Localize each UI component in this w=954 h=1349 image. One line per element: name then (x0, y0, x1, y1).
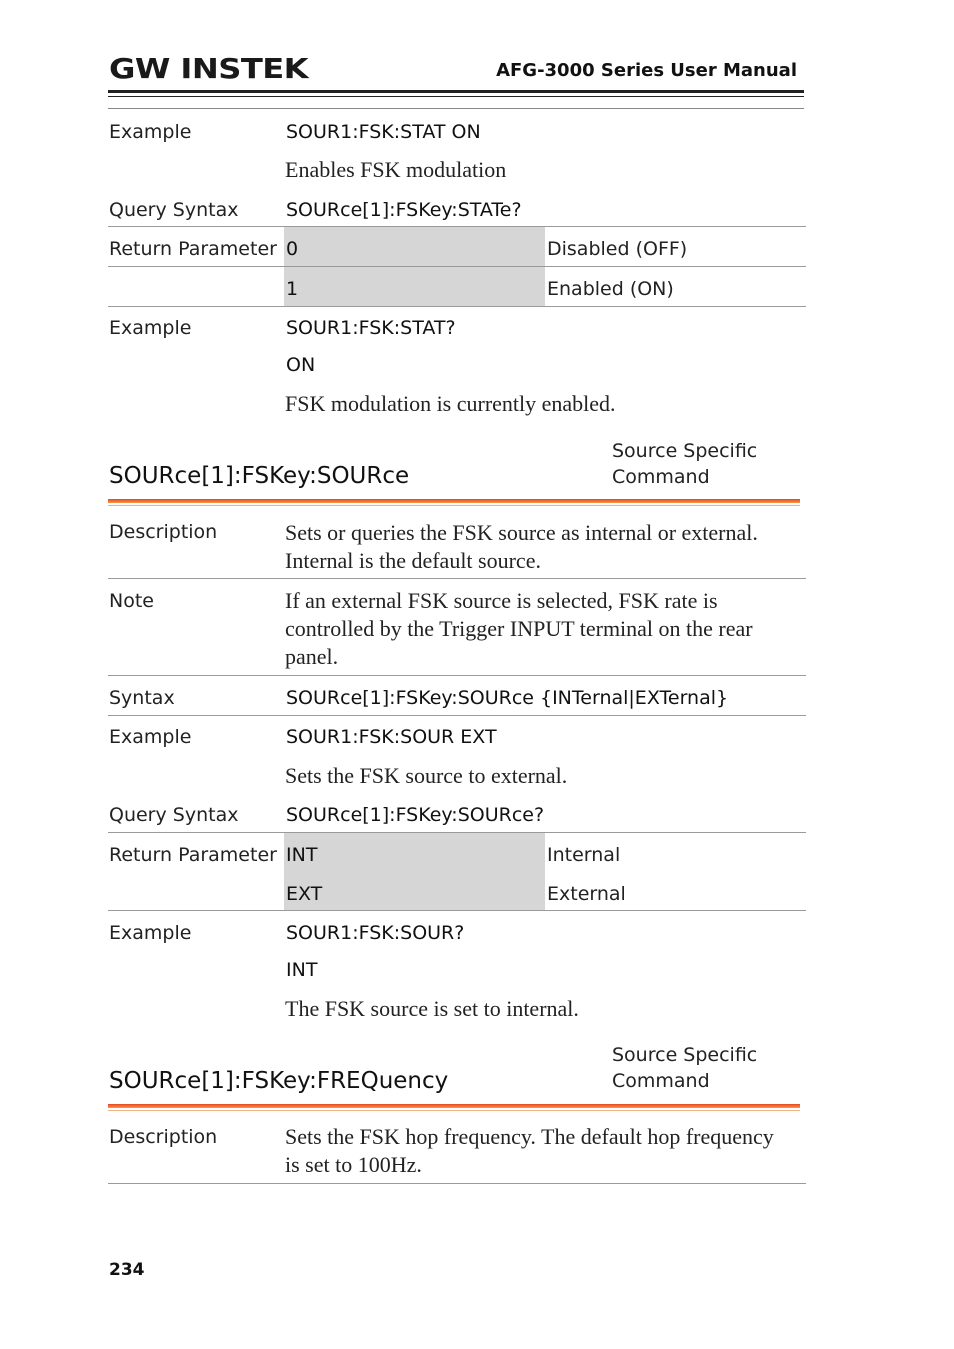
side-label-line2: Command (612, 466, 710, 488)
example-label: Example (109, 317, 192, 339)
return-param-meaning: Enabled (ON) (547, 278, 674, 300)
section-underline (108, 499, 800, 503)
return-param-value: EXT (286, 883, 323, 905)
description-label: Description (109, 1126, 218, 1148)
return-param-value: INT (286, 844, 318, 866)
query-syntax-label: Query Syntax (109, 804, 239, 826)
example-label: Example (109, 922, 192, 944)
description-text: Sets the FSK hop frequency. The default hop frequency is set to 100Hz. (285, 1124, 774, 1177)
return-param-shade (284, 833, 545, 910)
row-divider (108, 715, 806, 716)
return-param-value: 0 (286, 238, 299, 260)
section-side-label (612, 1042, 757, 1094)
side-label-line2: Command (612, 1070, 710, 1092)
example-label: Example (109, 121, 192, 143)
section-underline-thin (108, 1110, 800, 1111)
row-divider (108, 306, 806, 307)
example-response: ON (286, 354, 316, 376)
row-divider (108, 1183, 806, 1184)
row-divider (108, 266, 806, 267)
section-side-label (612, 438, 757, 490)
example-command: SOUR1:FSK:STAT ON (286, 121, 481, 143)
side-label-line1: Source Specific (612, 440, 758, 462)
return-parameter-label: Return Parameter (109, 844, 277, 866)
example-description: The FSK source is set to internal. (285, 996, 579, 1021)
row-divider (108, 675, 806, 676)
header-rule-thin (108, 96, 804, 97)
row-divider (108, 910, 806, 911)
example-command: SOUR1:FSK:SOUR? (286, 922, 465, 944)
description-label: Description (109, 521, 218, 543)
section-underline (108, 1104, 800, 1108)
example-description: Enables FSK modulation (285, 157, 507, 182)
page-number: 234 (109, 1260, 145, 1280)
return-parameter-label: Return Parameter (109, 238, 277, 260)
section-title: SOURce[1]:FSKey:FREQuency (109, 1068, 449, 1094)
example-command: SOUR1:FSK:STAT? (286, 317, 456, 339)
syntax-label: Syntax (109, 687, 175, 709)
note-label: Note (109, 590, 154, 612)
header-rule-bottom (108, 108, 804, 109)
brand-logo: GW INSTEK (109, 52, 309, 85)
manual-title: AFG-3000 Series User Manual (496, 60, 797, 81)
example-label: Example (109, 726, 192, 748)
return-param-meaning: Disabled (OFF) (547, 238, 688, 260)
row-divider (108, 578, 806, 579)
example-description: Sets the FSK source to external. (285, 763, 568, 788)
example-command: SOUR1:FSK:SOUR EXT (286, 726, 497, 748)
example-description: FSK modulation is currently enabled. (285, 391, 616, 416)
header-rule-thick (108, 90, 804, 93)
side-label-line1: Source Specific (612, 1044, 758, 1066)
return-param-meaning: External (547, 883, 626, 905)
description-text: Sets or queries the FSK source as internal or external. Internal is the default source. (285, 520, 758, 573)
return-param-meaning: Internal (547, 844, 621, 866)
note-text: If an external FSK source is selected, FSK rate is controlled by the Trigger INPUT terminal on the rear panel. (285, 588, 753, 669)
section-title: SOURce[1]:FSKey:SOURce (109, 463, 410, 489)
query-syntax-command: SOURce[1]:FSKey:STATe? (286, 199, 522, 221)
query-syntax-label: Query Syntax (109, 199, 239, 221)
return-param-value: 1 (286, 278, 299, 300)
query-syntax-command: SOURce[1]:FSKey:SOURce? (286, 804, 545, 826)
section-underline-thin (108, 505, 800, 506)
syntax-command: SOURce[1]:FSKey:SOURce {INTernal|EXTernal} (286, 687, 729, 709)
example-response: INT (286, 959, 318, 981)
